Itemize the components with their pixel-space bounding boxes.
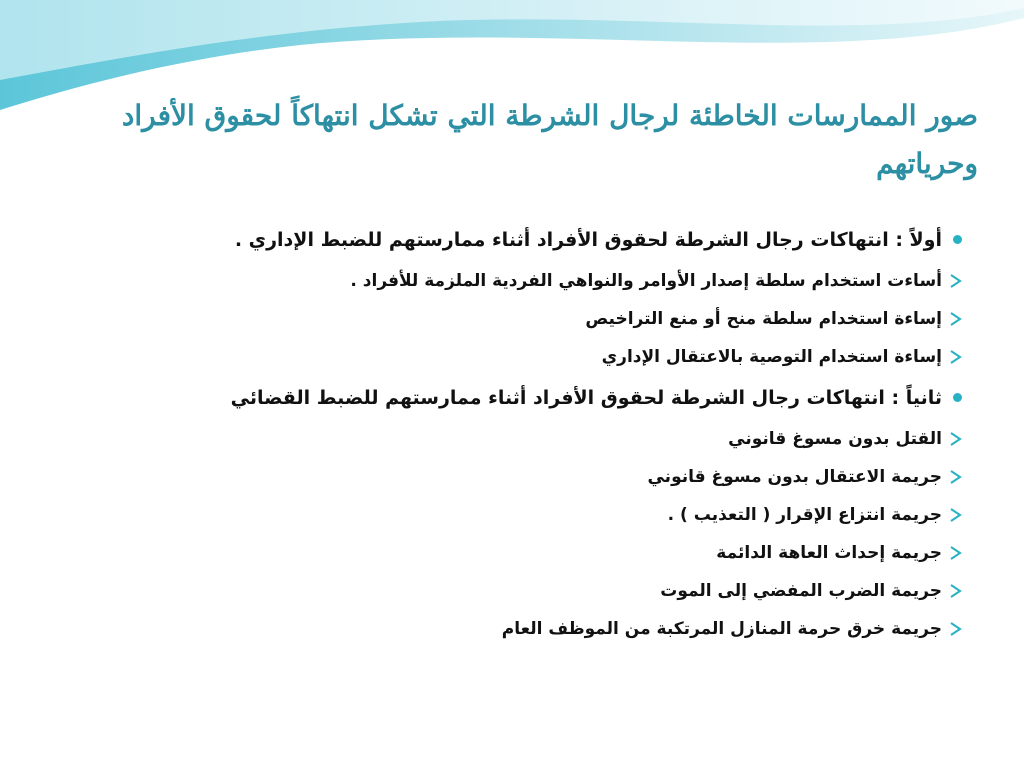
arrow-bullet-icon (948, 470, 962, 484)
list-item-text: أولاً : انتهاكات رجال الشرطة لحقوق الأفراد أثناء ممارستهم للضبط الإداري . (234, 229, 942, 251)
list-item (62, 262, 942, 300)
list-item (62, 420, 942, 458)
list-item-text: إساءة استخدام التوصية بالاعتقال الإداري (601, 347, 942, 367)
list-item-text: جريمة انتزاع الإقرار ( التعذيب ) . (667, 505, 942, 525)
arrow-bullet-icon (948, 274, 962, 288)
list-item-text: جريمة إحداث العاهة الدائمة (716, 543, 942, 563)
round-bullet-icon (953, 393, 962, 402)
list-item-text: إساءة استخدام سلطة منح أو منع التراخيص (585, 309, 942, 329)
arrow-bullet-icon (948, 622, 962, 636)
arrow-bullet-icon (948, 508, 962, 522)
slide-title: صور الممارسات الخاطئة لرجال الشرطة التي تشكل انتهاكاً لحقوق الأفراد وحرياتهم (121, 99, 978, 180)
arrow-bullet-icon (948, 546, 962, 560)
list-item (62, 534, 942, 572)
list-item-text: جريمة الضرب المفضي إلى الموت (660, 581, 942, 601)
bullet-list (62, 218, 942, 648)
round-bullet-icon (953, 235, 962, 244)
list-item-text: أساءت استخدام سلطة إصدار الأوامر والنواهي الفردية الملزمة للأفراد . (350, 271, 942, 291)
arrow-bullet-icon (948, 432, 962, 446)
arrow-bullet-icon (948, 350, 962, 364)
list-item (62, 496, 942, 534)
list-item (62, 458, 942, 496)
list-item (62, 572, 942, 610)
list-item (62, 610, 942, 648)
list-item (62, 300, 942, 338)
list-item-text: جريمة خرق حرمة المنازل المرتكبة من الموظف العام (501, 619, 942, 639)
list-item-text: ثانياً : انتهاكات رجال الشرطة لحقوق الأفراد أثناء ممارستهم للضبط القضائي (230, 387, 942, 409)
list-item-text: جريمة الاعتقال بدون مسوغ قانوني (647, 467, 942, 487)
arrow-bullet-icon (948, 584, 962, 598)
list-item (62, 338, 942, 376)
list-item (62, 218, 942, 262)
list-item (62, 376, 942, 420)
arrow-bullet-icon (948, 312, 962, 326)
list-item-text: القتل بدون مسوغ قانوني (728, 429, 942, 449)
